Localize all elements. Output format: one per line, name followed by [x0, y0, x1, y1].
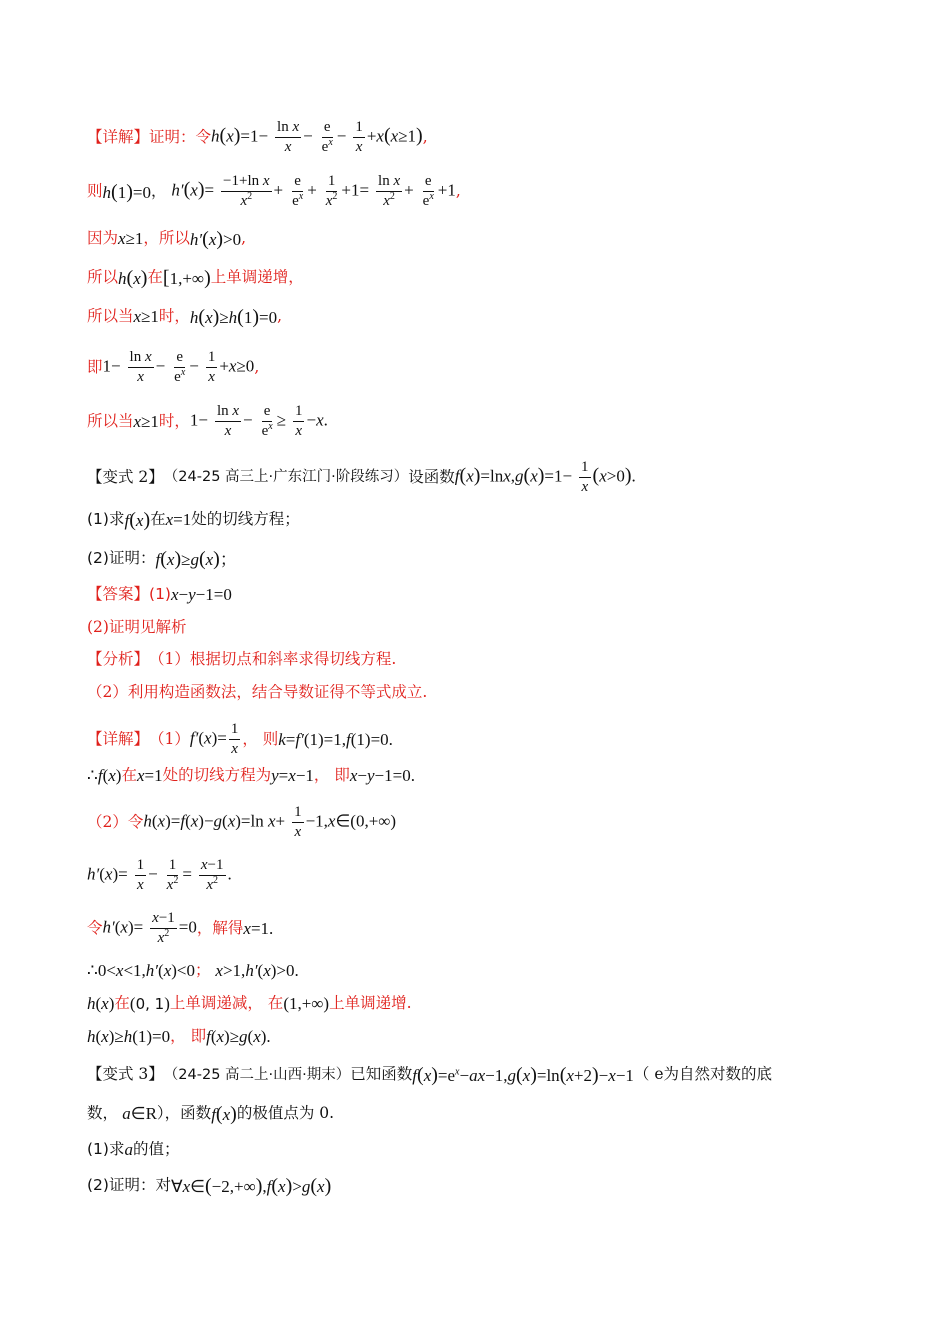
d2-b: 处的切线方程为 [162, 766, 272, 784]
proof-line-6: 即 1− $\frac{\text{ln x}}{x}$ − $\frac{e}{e^x}$ − $\frac{1}{x}$ +x≥0 , [87, 349, 260, 385]
d1-prefix: （1） [149, 729, 190, 748]
v3-q2-text: 证明：对 [108, 1176, 171, 1195]
so-text-2: 所以 [87, 268, 119, 287]
detail2-label: 【详解】 [87, 729, 150, 748]
q2-text: 证明： [108, 549, 156, 568]
v3-q1-text-a: 求 [108, 1139, 125, 1158]
d5-mid: ，解得 [196, 918, 244, 937]
variant3-stem: 已知函数 [350, 1065, 413, 1084]
variant2-heading: 【变式 2】 （24-25 高三上·广东江门·阶段练习） 设函数 f(x)=lnx,g(x)=1− $\frac{1}{x}$ (x>0). [87, 459, 636, 495]
proof-line-4: 所以 h(x) 在 [1,+∞) 上单调递增， [87, 267, 304, 289]
d3-prefix: （2）令 [87, 812, 144, 831]
answer2-text: (2)证明见解析 [87, 618, 187, 636]
v3-q2-number: (2) [87, 1176, 109, 1195]
proof-line-3: 因为 x≥1 ，所以 h′(x)>0 , [87, 228, 247, 250]
variant2-q1: (1) 求 f(x) 在 x=1 处的切线方程； [87, 509, 300, 531]
because-text: 因为 [87, 229, 119, 248]
variant3-stem-tail: （ e为自然对数的底 [633, 1065, 773, 1084]
time-text: 时， [158, 307, 190, 326]
variant3-q1: (1) 求 a 的值； [87, 1139, 180, 1159]
v3-q1-number: (1) [87, 1139, 109, 1158]
detail2-line-3: （2）令 h(x)=f(x)−g(x)=ln x+ $\frac{1}{x}$ −1,x∈(0,+∞) [87, 804, 397, 840]
d7-a: 在 [114, 994, 130, 1012]
analysis-line-1 [87, 652, 396, 668]
d2-a: 在 [121, 766, 137, 784]
proof-line-5: 所以当 x≥1 时， h(x)≥h(1)=0 , [87, 306, 283, 328]
proof-intro: 证明：令 [149, 127, 212, 146]
analysis2-text: （2）利用构造函数法，结合导数证得不等式成立. [87, 683, 428, 701]
namely-text: 即 [87, 357, 103, 376]
d7-c: 上单调递增. [329, 994, 412, 1012]
analysis-label: 【分析】 [87, 650, 150, 668]
detail2-line-4: h′(x)= $\frac{1}{x}$ − $\frac{1}{x^2}$ = $\frac{x-1}{x^2}$ . [87, 857, 232, 893]
q2-number: (2) [87, 549, 109, 568]
h-of-1: h(1)=0 [102, 180, 151, 203]
analysis1-text: （1）根据切点和斜率求得切线方程. [149, 650, 397, 668]
answer-label: 【答案】 [87, 585, 150, 603]
h-definition: h(x)=1− $\frac{\text{ln x}}{x}$ − $\frac{e}{e^x}$ − $\frac{1}{x}$ +x(x≥1) [211, 119, 423, 155]
detail2-line-1: 【详解】 （1） f′(x)= $\frac{1}{x}$ ， 则 k=f′(1)=1,f(1)=0. [87, 721, 393, 757]
detail2-line-6: ∴0<x<1,h′(x)<0 ； x>1,h′(x)>0. [87, 961, 299, 980]
detail2-line-5: 令 h′(x)= $\frac{x-1}{x^2}$ =0 ，解得 x=1. [87, 910, 274, 946]
variant3-line-2: 数， a∈R ），函数 f(x) 的极值点为 0. [87, 1103, 335, 1125]
so-when-text-2: 所以当 [87, 411, 134, 430]
so-text: ，所以 [143, 229, 190, 248]
d5-prefix: 令 [87, 918, 103, 937]
d1-mid: ， 则 [242, 729, 279, 748]
time-text-2: 时， [158, 411, 190, 430]
then-text: 则 [87, 181, 103, 200]
q1-text-b: 在 [150, 510, 166, 529]
variant3-heading: 【变式 3】 （24-25 高二上·山西·期末） 已知函数 $f(x)=e^x-ax-1,g(x)=\ln(x+2)-x-1$ （ e为自然对数的底 [87, 1064, 773, 1086]
proof-line-1: 【详解】 证明：令 h(x)=1− $\frac{\text{ln x}}{x}$ − $\frac{e}{e^x}$ − $\frac{1}{x}$ +x(x≥1) , [87, 119, 428, 155]
q1-number: (1) [87, 510, 109, 529]
variant2-label: 【变式 2】 [87, 467, 164, 486]
answer1-number: (1) [149, 585, 171, 603]
detail2-line-2: ∴f(x) 在 x=1 处的切线方程为 y=x−1 ， 即 x−y−1=0. [87, 766, 415, 785]
variant2-source: （24-25 高三上·广东江门·阶段练习） [163, 469, 409, 486]
so-when-text: 所以当 [87, 307, 134, 326]
variant2-q2: (2) 证明： f(x)≥g(x)； [87, 548, 237, 570]
increasing-text: 上单调递增， [210, 268, 304, 287]
answer-line-1: 【答案】 (1) x−y−1=0 [87, 585, 232, 604]
variant3-label: 【变式 3】 [87, 1065, 164, 1084]
q1-text-a: 求 [108, 510, 125, 529]
v3-q1-text-b: 的值； [132, 1139, 180, 1158]
variant3-q2: (2) 证明：对 ∀x∈(−2,+∞),f(x)>g(x) [87, 1175, 332, 1197]
variant2-stem: 设函数 [408, 467, 455, 486]
d7-b: 上单调递减， 在 [169, 994, 284, 1012]
answer-line-2 [87, 620, 186, 636]
proof-line-7: 所以当 x≥1 时， 1− $\frac{\text{ln x}}{x}$ − $\frac{e}{e^x}$ ≥ $\frac{1}{x}$ −x. [87, 403, 328, 439]
v3-line2-a: 数， [87, 1104, 119, 1123]
detail2-line-7: h(x) 在 (0, 1) 上单调递减， 在 (1,+∞) 上单调递增. [87, 994, 412, 1013]
variant3-source: （24-25 高二上·山西·期末） [163, 1066, 351, 1083]
on-text: 在 [147, 268, 163, 287]
d2-c: ， 即 [313, 766, 350, 784]
v3-line2-b: ），函数 [156, 1104, 212, 1123]
analysis-line-2 [87, 685, 427, 701]
h-prime: h′(x)= $\frac{\text{−1+ln x}}{x^2}$ + $\frac{e}{e^x}$ + $\frac{1}{x^2}$ +1= $\frac{\text{ln x}}{x^2}$ + $\frac{e}{e^x}$ +1 [171, 173, 456, 209]
v3-line2-c: 的极值点为 0. [236, 1104, 335, 1123]
d8-mid: ， 即 [170, 1027, 207, 1045]
detail-label: 【详解】 [87, 127, 150, 146]
proof-line-2: 则 h(1)=0 ， h′(x)= $\frac{\text{−1+ln x}}{x^2}$ + $\frac{e}{e^x}$ + $\frac{1}{x^2}$ +1= $\frac{\text{ln x}}{x^2}$ + $\frac{e}{e^x}$ +1 , [87, 173, 461, 209]
detail2-line-8: h(x)≥h(1)=0 ， 即 f(x)≥g(x). [87, 1027, 271, 1046]
q1-text-c: 处的切线方程； [191, 510, 300, 529]
